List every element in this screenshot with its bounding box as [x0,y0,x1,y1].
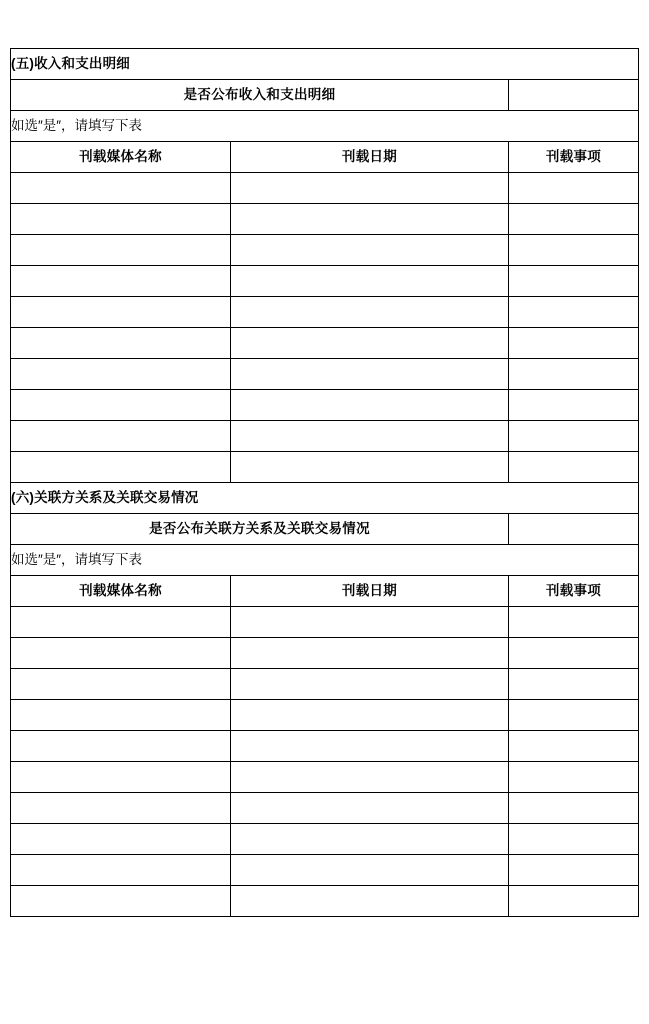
cell-publish-item[interactable] [509,700,639,731]
cell-media-name[interactable] [11,390,231,421]
cell-publish-date[interactable] [231,855,509,886]
note-text: 如选″是″，请填写下表 [11,545,639,576]
cell-publish-item[interactable] [509,173,639,204]
cell-publish-date[interactable] [231,328,509,359]
cell-publish-item[interactable] [509,328,639,359]
cell-media-name[interactable] [11,421,231,452]
cell-media-name[interactable] [11,297,231,328]
column-header-publish-item: 刊载事项 [509,142,639,173]
table-row [11,421,639,452]
cell-media-name[interactable] [11,886,231,917]
cell-media-name[interactable] [11,793,231,824]
table-row [11,638,639,669]
cell-media-name[interactable] [11,607,231,638]
table-row [11,452,639,483]
cell-publish-item[interactable] [509,235,639,266]
cell-media-name[interactable] [11,235,231,266]
cell-publish-item[interactable] [509,669,639,700]
cell-publish-item[interactable] [509,824,639,855]
cell-media-name[interactable] [11,204,231,235]
note-row [11,111,639,142]
cell-publish-item[interactable] [509,359,639,390]
cell-publish-item[interactable] [509,204,639,235]
table-row [11,669,639,700]
section-heading: (五)收入和支出明细 [11,49,639,80]
cell-publish-item[interactable] [509,886,639,917]
cell-publish-item[interactable] [509,855,639,886]
section-income-expense-table [10,48,639,917]
note-text: 如选″是″，请填写下表 [11,111,639,142]
cell-media-name[interactable] [11,452,231,483]
cell-media-name[interactable] [11,855,231,886]
section-heading: (六)关联方关系及关联交易情况 [11,483,639,514]
table-row [11,824,639,855]
table-row [11,204,639,235]
cell-publish-date[interactable] [231,173,509,204]
cell-publish-date[interactable] [231,731,509,762]
column-header-publish-item: 刊载事项 [509,576,639,607]
cell-media-name[interactable] [11,824,231,855]
cell-publish-item[interactable] [509,266,639,297]
table-row [11,328,639,359]
question-label: 是否公布收入和支出明细 [11,80,509,111]
column-header-publish-date: 刊载日期 [231,142,509,173]
column-header-row [11,576,639,607]
cell-publish-item[interactable] [509,390,639,421]
section-heading-row [11,483,639,514]
cell-publish-date[interactable] [231,204,509,235]
cell-publish-date[interactable] [231,824,509,855]
cell-media-name[interactable] [11,762,231,793]
section-heading-row [11,49,639,80]
cell-publish-date[interactable] [231,235,509,266]
table-row [11,855,639,886]
table-row [11,297,639,328]
cell-publish-date[interactable] [231,762,509,793]
cell-publish-item[interactable] [509,762,639,793]
cell-publish-item[interactable] [509,607,639,638]
cell-media-name[interactable] [11,731,231,762]
cell-publish-date[interactable] [231,421,509,452]
cell-publish-item[interactable] [509,793,639,824]
cell-media-name[interactable] [11,173,231,204]
cell-publish-date[interactable] [231,359,509,390]
table-row [11,700,639,731]
cell-publish-date[interactable] [231,886,509,917]
table-row [11,762,639,793]
cell-media-name[interactable] [11,700,231,731]
column-header-media-name: 刊载媒体名称 [11,142,231,173]
cell-media-name[interactable] [11,328,231,359]
cell-media-name[interactable] [11,638,231,669]
cell-publish-date[interactable] [231,607,509,638]
cell-publish-date[interactable] [231,452,509,483]
table-row [11,390,639,421]
table-row [11,886,639,917]
cell-publish-date[interactable] [231,700,509,731]
cell-publish-item[interactable] [509,731,639,762]
cell-publish-date[interactable] [231,390,509,421]
cell-publish-item[interactable] [509,297,639,328]
cell-publish-date[interactable] [231,793,509,824]
cell-publish-date[interactable] [231,266,509,297]
column-header-row [11,142,639,173]
cell-publish-date[interactable] [231,669,509,700]
question-answer-cell[interactable] [509,514,639,545]
cell-publish-date[interactable] [231,297,509,328]
cell-media-name[interactable] [11,359,231,390]
table-row [11,607,639,638]
table-row [11,359,639,390]
cell-publish-item[interactable] [509,638,639,669]
cell-publish-item[interactable] [509,452,639,483]
cell-publish-date[interactable] [231,638,509,669]
cell-media-name[interactable] [11,266,231,297]
cell-media-name[interactable] [11,669,231,700]
table-row [11,793,639,824]
table-row [11,235,639,266]
table-row [11,731,639,762]
column-header-media-name: 刊载媒体名称 [11,576,231,607]
question-answer-cell[interactable] [509,80,639,111]
note-row [11,545,639,576]
table-row [11,173,639,204]
question-label: 是否公布关联方关系及关联交易情况 [11,514,509,545]
cell-publish-item[interactable] [509,421,639,452]
column-header-publish-date: 刊载日期 [231,576,509,607]
question-row [11,80,639,111]
question-row [11,514,639,545]
table-row [11,266,639,297]
